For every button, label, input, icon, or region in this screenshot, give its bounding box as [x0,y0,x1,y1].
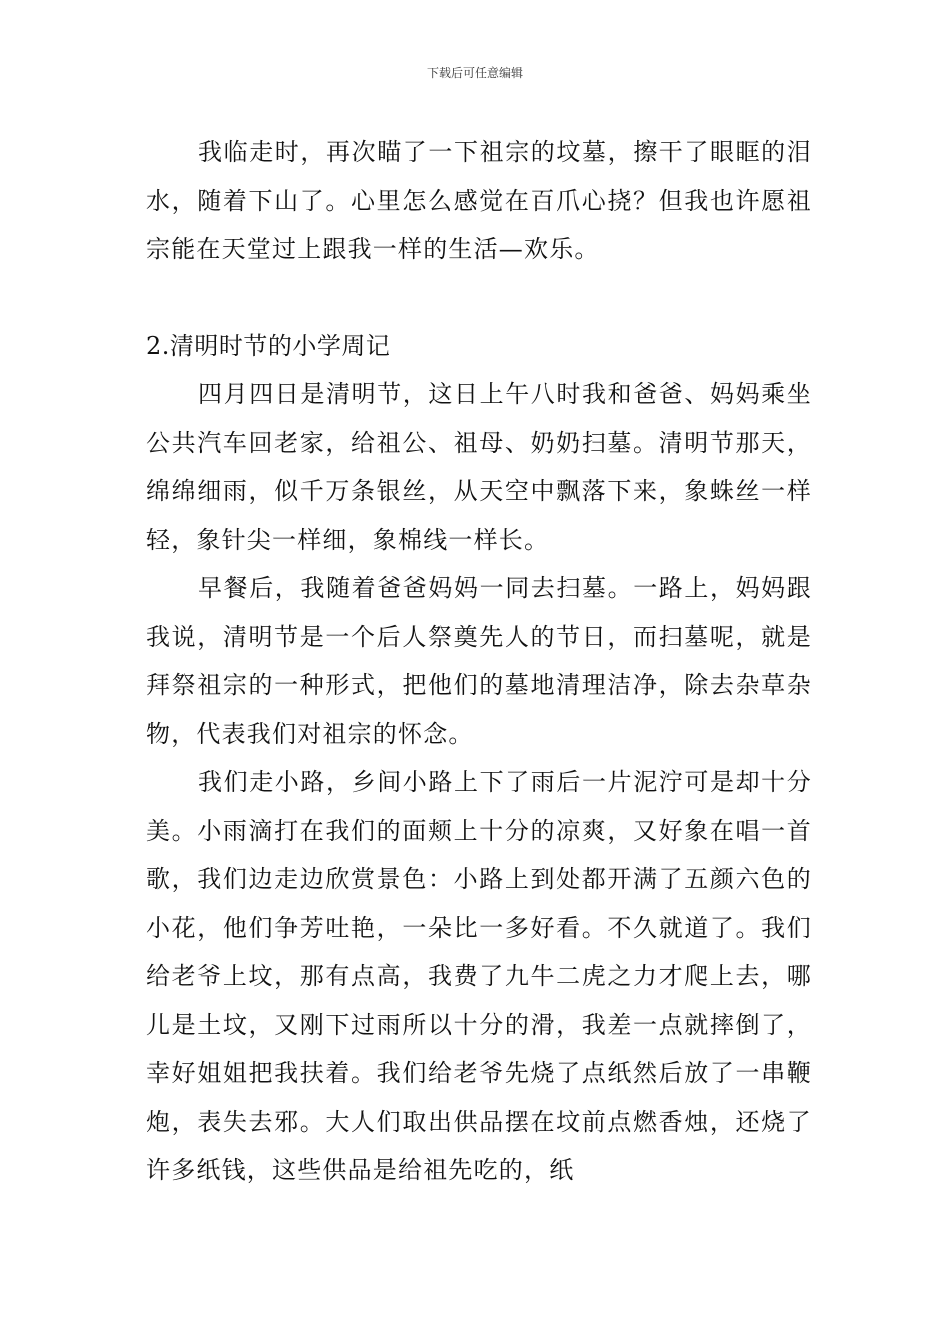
page-header-note: 下载后可任意编辑 [426,66,523,80]
section-title: 2.清明时节的小学周记 [146,331,391,360]
intro-paragraph: 我临走时，再次瞄了一下祖宗的坟墓，擦干了眼眶的泪水，随着下山了。心里怎么感觉在百爪心挠？但我也许愿祖宗能在天堂过上跟我一样的生活—欢乐。 [146,138,812,263]
document-body [146,128,812,1195]
paragraph-3: 我们走小路，乡间小路上下了雨后一片泥泞可是却十分美。小雨滴打在我们的面颊上十分的凉爽，又好象在唱一首歌，我们边走边欣赏景色：小路上到处都开满了五颜六色的小花，他们争芳吐艳，一朵比一多好看。不久就道了。我们给老爷上坟，那有点高，我费了九牛二虎之力才爬上去，哪儿是土坟，又刚下过雨所以十分的滑，我差一点就摔倒了，幸好姐姐把我扶着。我们给老爷先烧了点纸然后放了一串鞭炮，表失去邪。大人们取出供品摆在坟前点燃香烛，还烧了许多纸钱，这些供品是给祖先吃的，纸 [146,768,812,1184]
section-spacer [146,274,812,322]
paragraph-1: 四月四日是清明节，这日上午八时我和爸爸、妈妈乘坐公共汽车回老家，给祖公、祖母、奶奶扫墓。清明节那天，绵绵细雨，似千万条银丝，从天空中飘落下来，象蛛丝一样轻，象针尖一样细，象棉线一样长。 [146,380,812,554]
paragraph-2: 早餐后，我随着爸爸妈妈一同去扫墓。一路上，妈妈跟我说，清明节是一个后人祭奠先人的节日，而扫墓呢，就是拜祭祖宗的一种形式，把他们的墓地清理洁净，除去杂草杂物，代表我们对祖宗的怀念。 [146,574,812,748]
